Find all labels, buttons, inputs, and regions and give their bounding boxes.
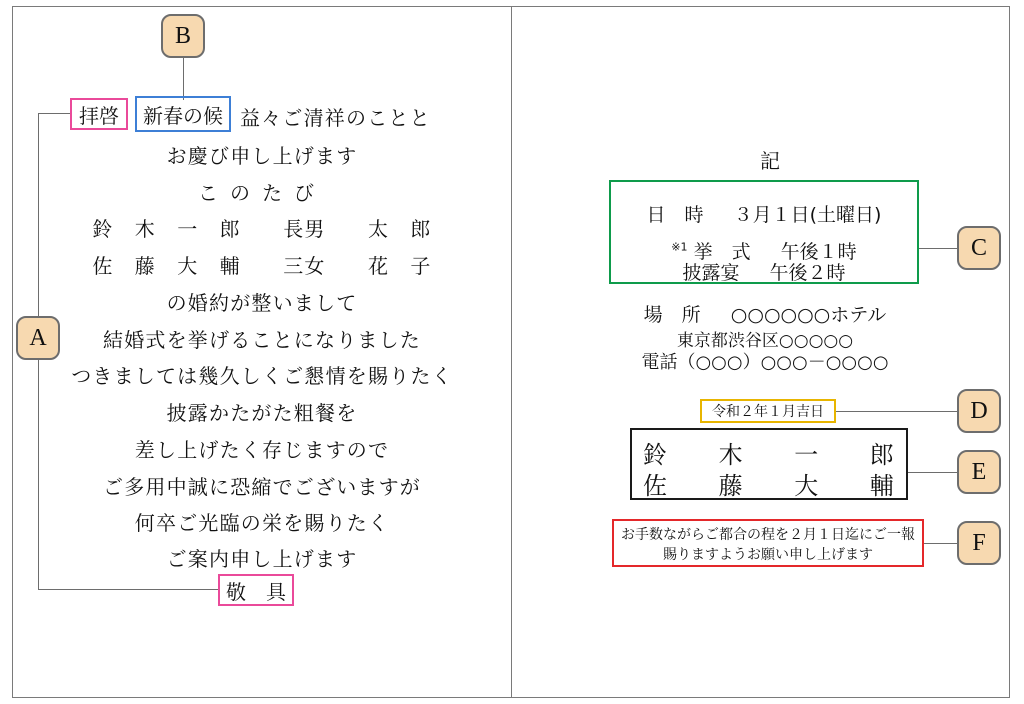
body-line-1: お慶び申し上げます xyxy=(166,144,358,168)
venue-row xyxy=(600,300,930,327)
callout-f-connector xyxy=(924,543,957,544)
callout-e: E xyxy=(957,450,1001,494)
callout-e-connector xyxy=(908,472,957,473)
schedule-date-value: ３月１日(土曜日) xyxy=(733,204,882,226)
date-line-text: 令和２年１月吉日 xyxy=(712,404,824,420)
callout-c-connector xyxy=(919,248,957,249)
schedule-reception-label: 披露宴 xyxy=(682,262,740,284)
body-line-2: このたび xyxy=(198,181,326,205)
callout-a: A xyxy=(16,316,60,360)
callout-a-connector-upper xyxy=(38,113,39,316)
schedule-reception-time: 午後２時 xyxy=(769,262,846,284)
venue-address: 東京都渋谷区○○○○○ xyxy=(676,331,854,351)
venue-name: ○○○○○○ホテル xyxy=(730,304,887,326)
callout-a-connector-lower xyxy=(38,360,39,590)
callout-d-connector xyxy=(836,411,957,412)
body-line-12: ご案内申し上げます xyxy=(166,547,358,571)
body-line-8: 披露かたがた粗餐を xyxy=(166,401,358,425)
callout-d: D xyxy=(957,389,1001,433)
callout-c: C xyxy=(957,226,1001,270)
salutation-opening-text: 拝啓 xyxy=(79,103,119,128)
season-greeting-text: 新春の候 xyxy=(143,103,223,128)
schedule-ceremony-label: 挙 式 xyxy=(693,241,751,263)
closing-text: 敬 具 xyxy=(226,579,286,604)
callout-a-connector-top-arm xyxy=(38,113,70,114)
schedule-date-label: 日 時 xyxy=(646,204,704,226)
body-line-5: の婚約が整いまして xyxy=(166,291,358,315)
body-line-11: 何卒ご光臨の栄を賜りたく xyxy=(134,511,390,535)
venue-tel: 電話（○○○）○○○－○○○○ xyxy=(641,352,889,373)
ki-label: 記 xyxy=(760,149,780,173)
callout-f: F xyxy=(957,521,1001,565)
body-line-3: 鈴 木 一 郎 長男 太 郎 xyxy=(92,217,432,241)
greeting-rest-text: 益々ご清祥のことと xyxy=(240,106,431,130)
body-line-7: つきましては幾久しくご懇情を賜りたく xyxy=(71,364,453,388)
callout-b-connector xyxy=(183,58,184,100)
body-line-10: ご多用中誠に恐縮でございますが xyxy=(103,475,421,499)
host-name-2: 佐 藤 大 輔 xyxy=(643,472,895,500)
host-name-1: 鈴 木 一 郎 xyxy=(643,441,895,469)
body-line-6: 結婚式を挙げることになりました xyxy=(103,328,421,352)
schedule-note-mark: ※1 xyxy=(671,240,688,254)
body-line-9: 差し上げたく存じますので xyxy=(134,438,390,462)
rsvp-line-1: お手数ながらご都合の程を２月１日迄にご一報 xyxy=(621,527,915,543)
schedule-ceremony-time: 午後１時 xyxy=(780,241,857,263)
rsvp-line-2: 賜りますようお願い申し上げます xyxy=(663,547,873,563)
callout-b: B xyxy=(161,14,205,58)
venue-label: 場 所 xyxy=(643,304,701,326)
schedule-reception-row xyxy=(609,258,919,285)
callout-a-connector-bottom-arm xyxy=(38,589,218,590)
schedule-date-row xyxy=(609,200,919,227)
body-line-4: 佐 藤 大 輔 三女 花 子 xyxy=(92,254,432,278)
